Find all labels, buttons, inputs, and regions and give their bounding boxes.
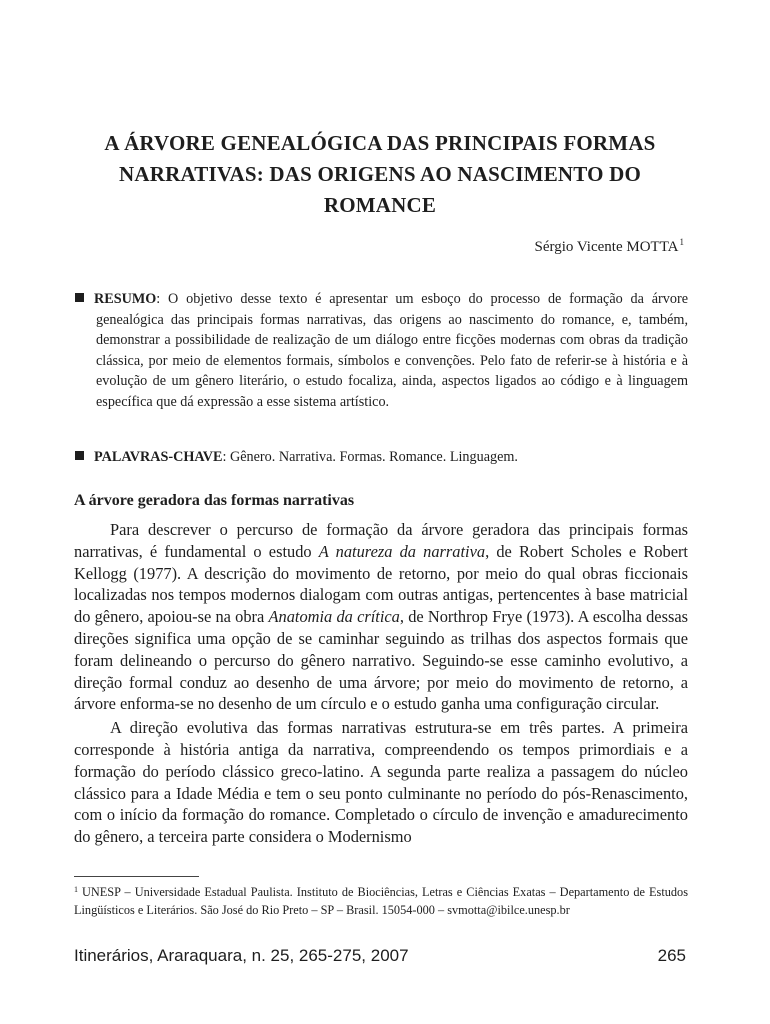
keywords-block xyxy=(74,447,688,467)
journal-citation: Itinerários, Araraquara, n. 25, 265-275, 2007 xyxy=(74,946,409,965)
author-footnote-ref[interactable]: 1 xyxy=(679,237,684,247)
keywords-label: PALAVRAS-CHAVE xyxy=(94,449,223,465)
page-number: 265 xyxy=(657,946,686,965)
p1-text-a: Para descrever o percurso de formação da árvore geradora das principais formas narrativas, é fundamental o estudo xyxy=(74,520,688,561)
p1-text-c: , de Robert Scholes e Robert Kellogg (1977). A descrição do movimento de retorno, por meio do qual obras ficcionais localizadas nos tempos modernos dialogam com outras antigas, pertencentes à base matricial do gênero, apoiou-se na obra xyxy=(74,541,688,627)
footnote-divider xyxy=(74,876,199,877)
p1-text-e: , de Northrop Frye (1973). A escolha dessas direções significa uma opção de se caminhar seguindo as trilhas dos aspectos formais que foram delineando o percurso do gênero narrativo. Seguindo-se esse caminho evolutivo, a direção formal conduz ao desenho de uma árvore; por meio do movimento de retorno, a árvore enforma-se no desenho de um círculo e o estudo ganha uma configuração circular. xyxy=(74,607,688,714)
section-heading: A árvore geradora das formas narrativas xyxy=(74,492,355,509)
abstract-text: : O objetivo desse texto é apresentar um esboço do processo de formação da árvore genealógica das principais formas narrativas, das origens ao nascimento do romance, e, também, demonstrar a possibilidade de realização de um diálogo entre ficções modernas com obras da tradição clássica, por meio de elementos formais, símbolos e convenções. Pelo fato de referir-se à história e à evolução de um gênero literário, o estudo focaliza, ainda, aspectos ligados ao código e à linguagem específica que dá expressão a esse sistema artístico. xyxy=(96,291,688,410)
article-title xyxy=(60,128,700,221)
footnote-marker: 1 xyxy=(74,885,78,894)
title-line-3: ROMANCE xyxy=(323,193,437,217)
square-bullet-icon xyxy=(75,451,84,460)
abstract-block xyxy=(74,289,688,413)
body-paragraph-2: A direção evolutiva das formas narrativas estrutura-se em três partes. A primeira corresponde à história antiga da narrativa, compreendendo os tempos primordiais e a formação do período clássico greco-latino. A segunda parte realiza a passagem do núcleo clássico para a Idade Média e tem o seu ponto culminante no período do pós-Renascimento, com o início da formação do romance. Completado o círculo de invenção e amadurecimento do gênero, a terceira parte considera o Modernismo xyxy=(74,718,688,847)
keywords-text: : Gênero. Narrativa. Formas. Romance. Linguagem. xyxy=(222,449,518,465)
book-title-natureza: A natureza da narrativa xyxy=(318,541,486,561)
footnote-text: UNESP – Universidade Estadual Paulista. Instituto de Biociências, Letras e Ciências Exatas – Departamento de Estudos Lingüísticos e Literários. São José do Rio Preto – SP – Brasil. 15054-000 – svmotta@ibilce.unesp.br xyxy=(74,885,688,917)
title-line-2: NARRATIVAS: DAS ORIGENS AO NASCIMENTO DO xyxy=(118,162,641,186)
author-name: Sérgio Vicente MOTTA xyxy=(534,239,679,255)
abstract-paragraph xyxy=(74,289,688,413)
title-line-1: A ÁRVORE GENEALÓGICA DAS PRINCIPAIS FORMAS xyxy=(104,131,656,155)
square-bullet-icon xyxy=(75,293,84,302)
book-title-anatomia: Anatomia da crítica xyxy=(268,607,400,627)
footnote xyxy=(74,881,688,919)
body-paragraph-1 xyxy=(74,519,688,715)
abstract-label: RESUMO xyxy=(94,291,157,307)
body-text xyxy=(74,519,688,848)
author-line xyxy=(535,237,685,256)
